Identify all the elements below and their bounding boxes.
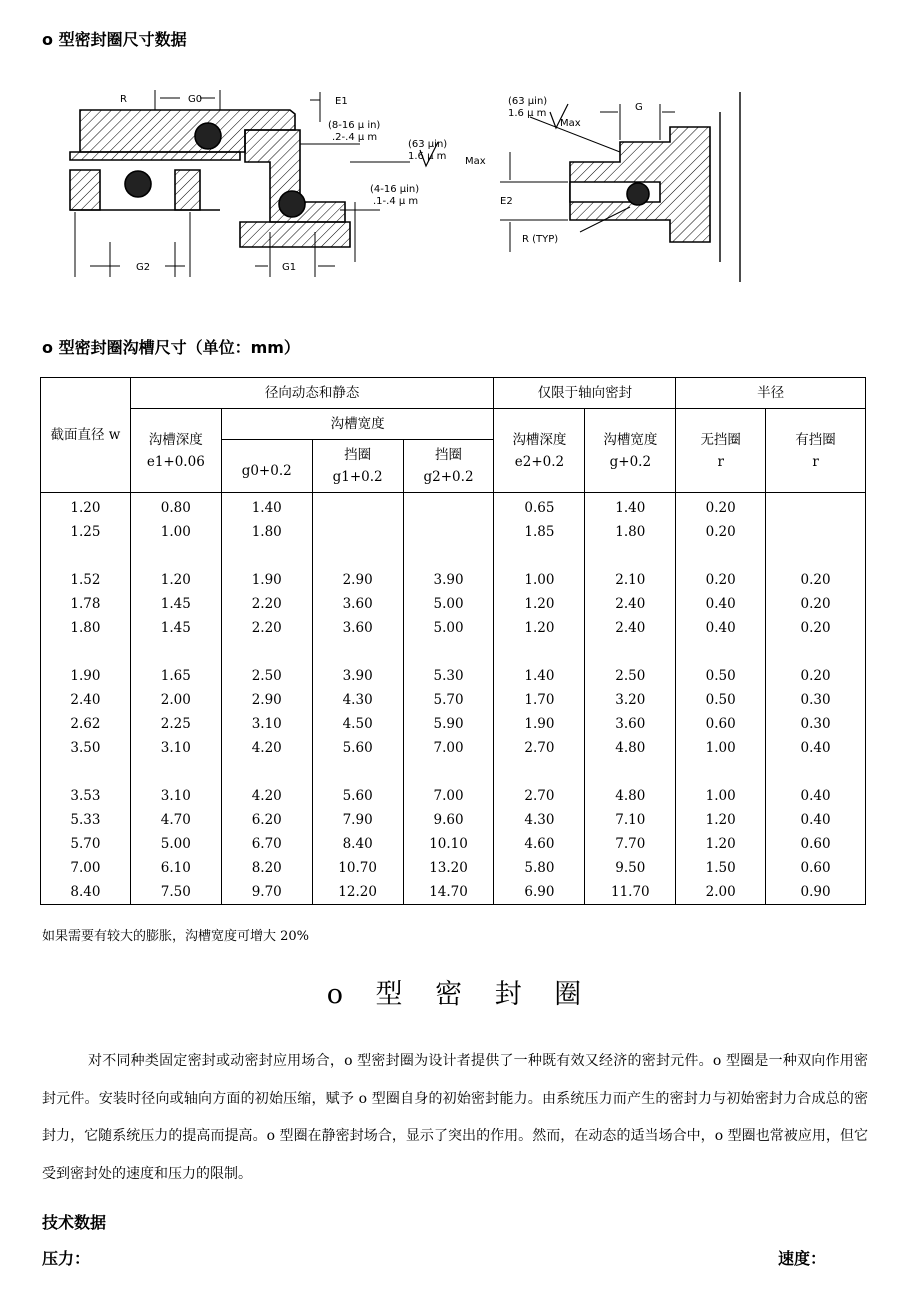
table-cell: 1.00 (130, 520, 221, 544)
table-cell: 5.80 (494, 856, 585, 880)
table-cell: 5.30 (403, 664, 494, 688)
table-cell (403, 493, 494, 521)
table-cell: 1.00 (494, 568, 585, 592)
table-cell (312, 493, 403, 521)
table-cell (585, 760, 676, 784)
table-cell: 14.70 (403, 880, 494, 905)
table-cell: 10.10 (403, 832, 494, 856)
table-cell (403, 640, 494, 664)
table-cell: 0.30 (766, 712, 866, 736)
label-finish1: (8-16 μ in) (328, 120, 381, 131)
table-cell: 3.60 (585, 712, 676, 736)
label-g: G (635, 102, 643, 113)
intro-paragraph: 对不同种类固定密封或动密封应用场合，o 型密封圈为设计者提供了一种既有效又经济的密封元件。o 型圈是一种双向作用密封元件。安装时径向或轴向方面的初始压缩，赋予 o 型圈自身的初始密封能力。由系统压力而产生的密封力与初始密封力合成总的密封力，它随系统压力的提高而提高。o 型圈在静密封场合，显示了突出的作用。然而，在动态的适当场合中，o 型圈也常被应用，但它受到密封处的速度和压力的限制。 (42, 1053, 868, 1182)
table-cell (403, 760, 494, 784)
table-row (41, 592, 866, 616)
table-cell: 3.60 (312, 592, 403, 616)
table-cell: 7.00 (403, 784, 494, 808)
table-cell: 6.70 (221, 832, 312, 856)
speed-label: 速度： (778, 1249, 827, 1268)
table-cell: 7.00 (41, 856, 131, 880)
table-cell: 5.60 (312, 784, 403, 808)
table-cell (403, 544, 494, 568)
table-cell (312, 520, 403, 544)
table-cell: 1.20 (41, 493, 131, 521)
header-section-diameter: 截面直径 w (41, 378, 131, 493)
table-spacer-row (41, 544, 866, 568)
label-e2: E2 (500, 196, 513, 207)
table-cell: 7.10 (585, 808, 676, 832)
table-row (41, 688, 866, 712)
label-e1: E1 (335, 96, 348, 107)
table-cell (766, 544, 866, 568)
table-cell (41, 760, 131, 784)
table-cell: 0.40 (676, 592, 766, 616)
table-cell: 1.70 (494, 688, 585, 712)
dimension-title: o 型密封圈尺寸数据 (42, 30, 187, 49)
table-cell: 9.70 (221, 880, 312, 905)
table-cell: 0.20 (676, 568, 766, 592)
table-cell (585, 544, 676, 568)
table-cell: 7.00 (403, 736, 494, 760)
table-cell (312, 760, 403, 784)
label-g0: G0 (188, 94, 203, 105)
header-g2: 挡圈 g2+0.2 (403, 440, 494, 493)
table-cell: 0.90 (766, 880, 866, 905)
header-radius: 半径 (676, 378, 866, 409)
table-cell (41, 544, 131, 568)
table-cell: 1.20 (130, 568, 221, 592)
table-cell (766, 760, 866, 784)
table-cell: 7.90 (312, 808, 403, 832)
table-cell: 3.50 (41, 736, 131, 760)
table-cell: 7.70 (585, 832, 676, 856)
table-cell: 3.10 (130, 736, 221, 760)
table-cell: 1.90 (41, 664, 131, 688)
table-cell: 4.80 (585, 784, 676, 808)
table-spacer-row (41, 760, 866, 784)
table-cell (676, 544, 766, 568)
table-cell: 1.80 (41, 616, 131, 640)
table-cell: 4.20 (221, 736, 312, 760)
table-cell: 6.10 (130, 856, 221, 880)
table-cell: 1.50 (676, 856, 766, 880)
table-cell: 4.30 (494, 808, 585, 832)
table-cell: 1.85 (494, 520, 585, 544)
table-cell: 2.62 (41, 712, 131, 736)
table-cell: 0.60 (766, 856, 866, 880)
table-cell: 0.40 (766, 784, 866, 808)
header-groove-width: 沟槽宽度 (221, 409, 494, 440)
pressure-label: 压力： (42, 1249, 91, 1268)
table-cell: 0.20 (766, 568, 866, 592)
table-cell: 6.20 (221, 808, 312, 832)
table-cell: 4.80 (585, 736, 676, 760)
table-cell: 0.50 (676, 664, 766, 688)
table-cell: 2.10 (585, 568, 676, 592)
table-cell: 0.20 (676, 493, 766, 521)
table-cell (130, 760, 221, 784)
table-cell (766, 493, 866, 521)
label-finish3b: .1-.4 μ m (373, 196, 419, 207)
table-row (41, 712, 866, 736)
table-cell (676, 640, 766, 664)
table-cell: 2.20 (221, 616, 312, 640)
label-r-typ: R (TYP) (522, 234, 559, 245)
table-cell (494, 544, 585, 568)
table-cell: 4.70 (130, 808, 221, 832)
header-r-none: 无挡圈 r (676, 409, 766, 493)
header-depth1: 沟槽深度 e1+0.06 (130, 409, 221, 493)
table-row (41, 736, 866, 760)
table-cell (494, 640, 585, 664)
table-cell: 2.50 (585, 664, 676, 688)
table-cell: 1.80 (221, 520, 312, 544)
table-cell: 0.20 (676, 520, 766, 544)
table-cell: 1.78 (41, 592, 131, 616)
table-cell: 5.60 (312, 736, 403, 760)
header-depth2: 沟槽深度 e2+0.2 (494, 409, 585, 493)
table-cell: 1.20 (676, 832, 766, 856)
label-finish4: (63 μin) (508, 96, 548, 107)
label-g1: G1 (282, 262, 297, 273)
table-cell: 0.40 (766, 736, 866, 760)
table-row (41, 664, 866, 688)
groove-title: o 型密封圈沟槽尺寸（单位：mm） (42, 338, 300, 357)
table-cell: 1.80 (585, 520, 676, 544)
table-cell (312, 640, 403, 664)
table-cell: 2.90 (312, 568, 403, 592)
table-cell: 5.00 (130, 832, 221, 856)
table-cell (766, 520, 866, 544)
table-cell: 8.40 (312, 832, 403, 856)
table-cell: 2.00 (676, 880, 766, 905)
header-r-with: 有挡圈 r (766, 409, 866, 493)
table-cell (585, 640, 676, 664)
label-g2: G2 (136, 262, 151, 273)
table-cell: 3.90 (403, 568, 494, 592)
table-cell: 1.20 (676, 808, 766, 832)
table-cell: 4.30 (312, 688, 403, 712)
table-cell: 4.20 (221, 784, 312, 808)
table-cell: 1.45 (130, 592, 221, 616)
label-finish4b: 1.6 μ m (508, 108, 547, 119)
table-cell: 11.70 (585, 880, 676, 905)
table-cell: 0.40 (676, 616, 766, 640)
table-cell: 0.50 (676, 688, 766, 712)
table-cell: 2.25 (130, 712, 221, 736)
table-cell: 2.40 (585, 616, 676, 640)
table-cell: 8.40 (41, 880, 131, 905)
table-row (41, 856, 866, 880)
table-cell: 5.00 (403, 592, 494, 616)
label-max: Max (465, 156, 486, 167)
table-cell (130, 544, 221, 568)
table-cell (221, 544, 312, 568)
table-cell: 5.90 (403, 712, 494, 736)
table-cell: 0.40 (766, 808, 866, 832)
table-cell: 3.10 (221, 712, 312, 736)
table-row (41, 808, 866, 832)
table-cell: 10.70 (312, 856, 403, 880)
table-body (41, 493, 866, 905)
header-g1: 挡圈 g1+0.2 (312, 440, 403, 493)
table-cell: 3.10 (130, 784, 221, 808)
table-cell: 2.70 (494, 784, 585, 808)
label-finish1b: .2-.4 μ m (332, 132, 378, 143)
table-cell (403, 520, 494, 544)
table-cell: 0.80 (130, 493, 221, 521)
table-row (41, 568, 866, 592)
label-finish2: (63 μin) (408, 139, 448, 150)
table-cell: 2.70 (494, 736, 585, 760)
table-cell: 2.50 (221, 664, 312, 688)
table-cell: 4.50 (312, 712, 403, 736)
table-cell: 9.60 (403, 808, 494, 832)
table-cell: 0.60 (766, 832, 866, 856)
table-cell: 2.20 (221, 592, 312, 616)
header-axial: 仅限于轴向密封 (494, 378, 676, 409)
table-row (41, 520, 866, 544)
label-finish2b: 1.6 μ m (408, 151, 447, 162)
table-cell: 3.60 (312, 616, 403, 640)
table-cell: 13.20 (403, 856, 494, 880)
table-row (41, 880, 866, 905)
table-cell: 0.20 (766, 664, 866, 688)
table-cell: 1.52 (41, 568, 131, 592)
header-radial: 径向动态和静态 (130, 378, 494, 409)
table-spacer-row (41, 640, 866, 664)
table-cell: 1.00 (676, 784, 766, 808)
table-cell: 1.40 (585, 493, 676, 521)
table-cell: 1.45 (130, 616, 221, 640)
table-cell: 1.20 (494, 616, 585, 640)
table-cell: 0.30 (766, 688, 866, 712)
table-cell: 2.40 (585, 592, 676, 616)
table-cell: 5.00 (403, 616, 494, 640)
table-cell: 12.20 (312, 880, 403, 905)
table-cell (221, 760, 312, 784)
table-cell: 3.20 (585, 688, 676, 712)
o-ring-groove-drawing (60, 82, 760, 292)
header-width2: 沟槽宽度 g+0.2 (585, 409, 676, 493)
table-cell (221, 640, 312, 664)
table-cell (41, 640, 131, 664)
table-row (41, 493, 866, 521)
table-row (41, 616, 866, 640)
table-cell: 7.50 (130, 880, 221, 905)
table-cell: 1.90 (221, 568, 312, 592)
table-cell: 5.33 (41, 808, 131, 832)
table-cell: 0.20 (766, 592, 866, 616)
table-cell: 1.20 (494, 592, 585, 616)
table-cell: 4.60 (494, 832, 585, 856)
tech-data-title: 技术数据 (42, 1213, 107, 1232)
header-g0: g0+0.2 (221, 440, 312, 493)
table-cell: 1.40 (221, 493, 312, 521)
table-row (41, 832, 866, 856)
table-cell: 2.00 (130, 688, 221, 712)
label-r: R (120, 94, 127, 105)
table-cell: 0.20 (766, 616, 866, 640)
table-cell: 1.90 (494, 712, 585, 736)
table-cell: 1.65 (130, 664, 221, 688)
table-cell (494, 760, 585, 784)
section-title: o 型 密 封 圈 (326, 979, 594, 1010)
table-cell (312, 544, 403, 568)
table-cell: 3.90 (312, 664, 403, 688)
table-cell: 8.20 (221, 856, 312, 880)
groove-dimension-table (40, 377, 866, 905)
table-cell: 0.60 (676, 712, 766, 736)
table-cell: 1.25 (41, 520, 131, 544)
table-cell: 6.90 (494, 880, 585, 905)
expansion-note: 如果需要有较大的膨胀，沟槽宽度可增大 20% (42, 929, 310, 944)
table-cell: 5.70 (403, 688, 494, 712)
table-cell (766, 640, 866, 664)
table-cell: 3.53 (41, 784, 131, 808)
table-cell: 1.40 (494, 664, 585, 688)
table-cell: 2.90 (221, 688, 312, 712)
table-cell (676, 760, 766, 784)
label-finish3: (4-16 μin) (370, 184, 420, 195)
label-max-right: Max (560, 118, 581, 129)
table-row (41, 784, 866, 808)
table-cell: 9.50 (585, 856, 676, 880)
table-cell: 1.00 (676, 736, 766, 760)
table-cell: 2.40 (41, 688, 131, 712)
table-cell: 0.65 (494, 493, 585, 521)
table-cell: 5.70 (41, 832, 131, 856)
table-cell (130, 640, 221, 664)
